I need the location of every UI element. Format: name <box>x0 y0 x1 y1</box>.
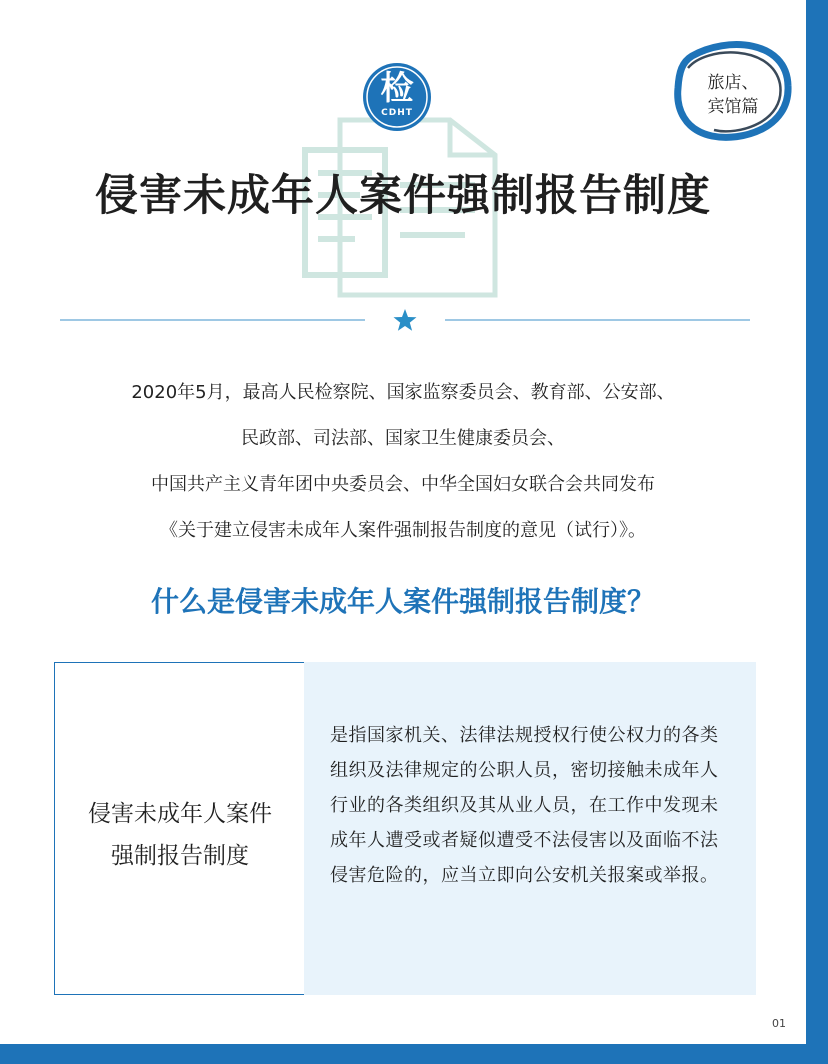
term-line-1: 侵害未成年人案件 <box>88 801 272 827</box>
star-divider <box>60 305 750 335</box>
intro-line: 《关于建立侵害未成年人案件强制报告制度的意见（试行）》。 <box>160 520 646 541</box>
definition-term-box <box>54 662 304 995</box>
logo-text: CDHT <box>381 108 413 118</box>
section-question: 什么是侵害未成年人案件强制报告制度？ <box>150 585 655 618</box>
badge-line-2: 宾馆篇 <box>707 97 759 117</box>
intro-line: 民政部、司法部、国家卫生健康委员会、 <box>241 428 565 449</box>
star-icon <box>394 309 417 331</box>
term-line-2: 强制报告制度 <box>111 843 249 869</box>
intro-paragraph <box>0 370 806 554</box>
intro-line: 2020年5月，最高人民检察院、国家监察委员会、教育部、公安部、 <box>131 382 675 403</box>
definition-term <box>55 793 305 877</box>
intro-line: 中国共产主义青年团中央委员会、中华全国妇女联合会共同发布 <box>151 474 655 495</box>
badge-line-1: 旅店、 <box>707 73 759 93</box>
category-badge <box>672 38 794 142</box>
badge-label <box>672 71 794 119</box>
definition-text-box <box>304 662 756 995</box>
page-number: 01 <box>772 1017 786 1030</box>
logo-character: 检 <box>380 68 414 107</box>
definition-text: 是指国家机关、法律法规授权行使公权力的各类组织及法律规定的公职人员，密切接触未成年人行业的各类组织及其从业人员，在工作中发现未成年人遭受或者疑似遭受不法侵害以及面临不法侵害危险的，应当立即向公安机关报案或举报。 <box>330 725 719 886</box>
page-title: 侵害未成年人案件强制报告制度 <box>95 171 711 221</box>
cdht-logo <box>362 62 432 132</box>
